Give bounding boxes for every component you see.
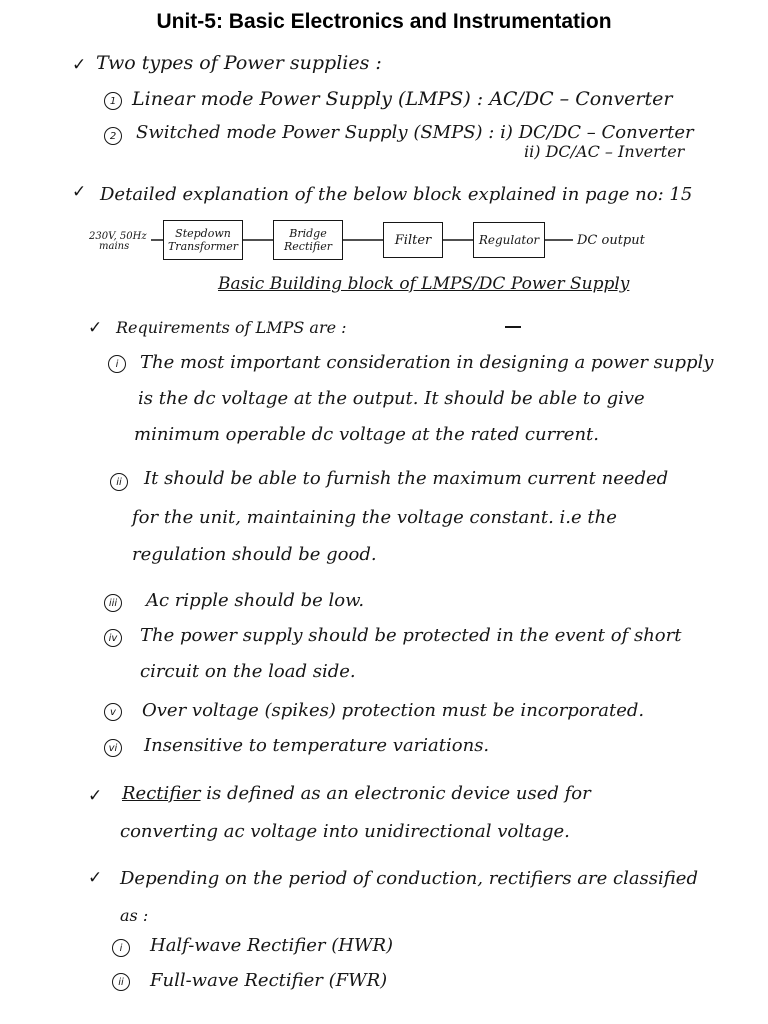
check-mark-icon: ✓	[72, 182, 87, 202]
classification-line: as :	[120, 906, 149, 925]
requirement-line: The power supply should be protected in the event of short	[140, 625, 682, 646]
item-number: i	[108, 355, 126, 373]
item-number: iii	[104, 594, 122, 612]
item-number: v	[104, 703, 122, 721]
check-mark-icon: ✓	[88, 868, 103, 888]
block-label: Filter	[394, 232, 432, 248]
item-number: 2	[104, 127, 122, 145]
smps-inverter-line: ii) DC/AC – Inverter	[524, 142, 685, 161]
block-label: Bridge	[289, 227, 327, 240]
requirement-line: Insensitive to temperature variations.	[144, 735, 490, 756]
requirement-line: Ac ripple should be low.	[146, 590, 365, 611]
rectifier-definition-line	[122, 783, 591, 804]
regulator-block	[473, 222, 545, 258]
smps-line: Switched mode Power Supply (SMPS) : i) DC/DC – Converter	[136, 122, 694, 143]
input-label	[89, 232, 147, 252]
check-mark-icon: ✓	[88, 318, 103, 338]
bridge-rectifier-block	[273, 220, 343, 260]
requirement-line: for the unit, maintaining the voltage constant. i.e the	[132, 507, 617, 528]
block-label: Rectifier	[284, 240, 332, 253]
power-supply-types-heading: Two types of Power supplies :	[96, 52, 382, 74]
block-diagram	[85, 216, 685, 266]
lmps-line: Linear mode Power Supply (LMPS) : AC/DC – Converter	[132, 88, 673, 110]
block-label: Transformer	[167, 240, 239, 253]
filter-block	[383, 222, 443, 258]
requirement-line: regulation should be good.	[132, 544, 377, 565]
requirement-line: Over voltage (spikes) protection must be incorporated.	[142, 700, 645, 721]
check-mark-icon: ✓	[88, 786, 103, 806]
requirement-line: It should be able to furnish the maximum current needed	[144, 468, 669, 489]
detailed-explanation-heading: Detailed explanation of the below block explained in page no: 15	[100, 184, 693, 205]
block-label: Stepdown	[175, 227, 231, 240]
fwr-item: Full-wave Rectifier (FWR)	[150, 970, 388, 991]
item-number: iv	[104, 629, 122, 647]
item-number: ii	[112, 973, 130, 991]
rectifier-definition-line: converting ac voltage into unidirectional voltage.	[120, 821, 570, 842]
diagram-caption: Basic Building block of LMPS/DC Power Supply	[218, 274, 630, 294]
requirement-line: minimum operable dc voltage at the rated current.	[134, 424, 600, 445]
item-number: vi	[104, 739, 122, 757]
dc-output-label: DC output	[577, 233, 645, 248]
input-mains-label: mains	[99, 241, 130, 252]
requirement-line: circuit on the load side.	[140, 661, 356, 682]
input-voltage-label: 230V, 50Hz	[89, 231, 147, 242]
hwr-item: Half-wave Rectifier (HWR)	[150, 935, 394, 956]
requirement-line: is the dc voltage at the output. It should be able to give	[138, 388, 645, 409]
classification-line: Depending on the period of conduction, rectifiers are classified	[120, 868, 698, 889]
requirement-line: The most important consideration in designing a power supply	[140, 352, 714, 373]
dash-mark	[505, 326, 521, 328]
rectifier-definition-text: is defined as an electronic device used for	[200, 783, 591, 804]
block-label: Regulator	[478, 232, 540, 247]
item-number: 1	[104, 92, 122, 110]
page-title: Unit-5: Basic Electronics and Instrumentation	[156, 10, 612, 33]
stepdown-transformer-block	[163, 220, 243, 260]
item-number: i	[112, 939, 130, 957]
requirements-heading: Requirements of LMPS are :	[116, 318, 347, 337]
rectifier-term: Rectifier	[122, 783, 201, 804]
check-mark-icon: ✓	[72, 55, 87, 75]
item-number: ii	[110, 473, 128, 491]
